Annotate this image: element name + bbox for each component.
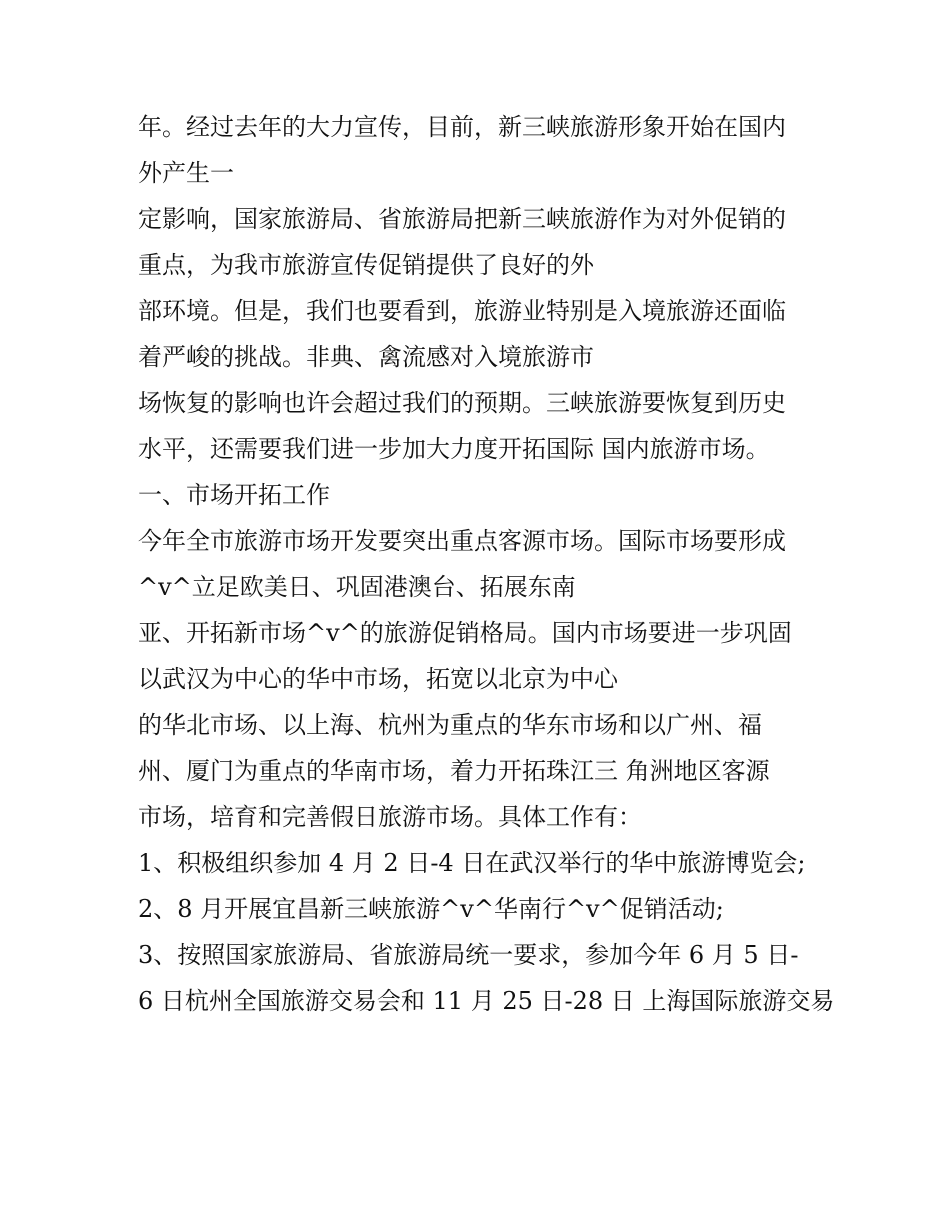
- list-item: 2、8 月开展宜昌新三峡旅游^v^华南行^v^促销活动;: [138, 895, 724, 923]
- text-line: 州、厦门为重点的华南市场，着力开拓珠江三 角洲地区客源: [138, 757, 770, 785]
- text-line: 以武汉为中心的华中市场，拓宽以北京为中心: [138, 665, 618, 693]
- text-line: 外产生一: [138, 159, 234, 187]
- text-line: ^v^立足欧美日、巩固港澳台、拓展东南: [138, 573, 576, 601]
- text-line: 部环境。但是，我们也要看到，旅游业特别是入境旅游还面临: [138, 297, 786, 325]
- text-line: 年。经过去年的大力宣传，目前，新三峡旅游形象开始在国内: [138, 113, 786, 141]
- list-item: 6 日杭州全国旅游交易会和 11 月 25 日-28 日 上海国际旅游交易: [138, 987, 835, 1015]
- document-body: [138, 104, 835, 1024]
- text-line: 水平，还需要我们进一步加大力度开拓国际 国内旅游市场。: [138, 435, 770, 463]
- text-line: 着严峻的挑战。非典、禽流感对入境旅游市: [138, 343, 594, 371]
- text-line: 的华北市场、以上海、杭州为重点的华东市场和以广州、福: [138, 711, 762, 739]
- text-line: 亚、开拓新市场^v^的旅游促销格局。国内市场要进一步巩固: [138, 619, 792, 647]
- text-line: 市场，培育和完善假日旅游市场。具体工作有：: [138, 803, 642, 831]
- text-line: 场恢复的影响也许会超过我们的预期。三峡旅游要恢复到历史: [138, 389, 786, 417]
- text-line: 定影响，国家旅游局、省旅游局把新三峡旅游作为对外促销的: [138, 205, 786, 233]
- section-heading: 一、市场开拓工作: [138, 481, 330, 509]
- list-item: 1、积极组织参加 4 月 2 日-4 日在武汉举行的华中旅游博览会;: [138, 849, 806, 877]
- text-line: 重点，为我市旅游宣传促销提供了良好的外: [138, 251, 594, 279]
- list-item: 3、按照国家旅游局、省旅游局统一要求，参加今年 6 月 5 日-: [138, 941, 799, 969]
- text-line: 今年全市旅游市场开发要突出重点客源市场。国际市场要形成: [138, 527, 786, 555]
